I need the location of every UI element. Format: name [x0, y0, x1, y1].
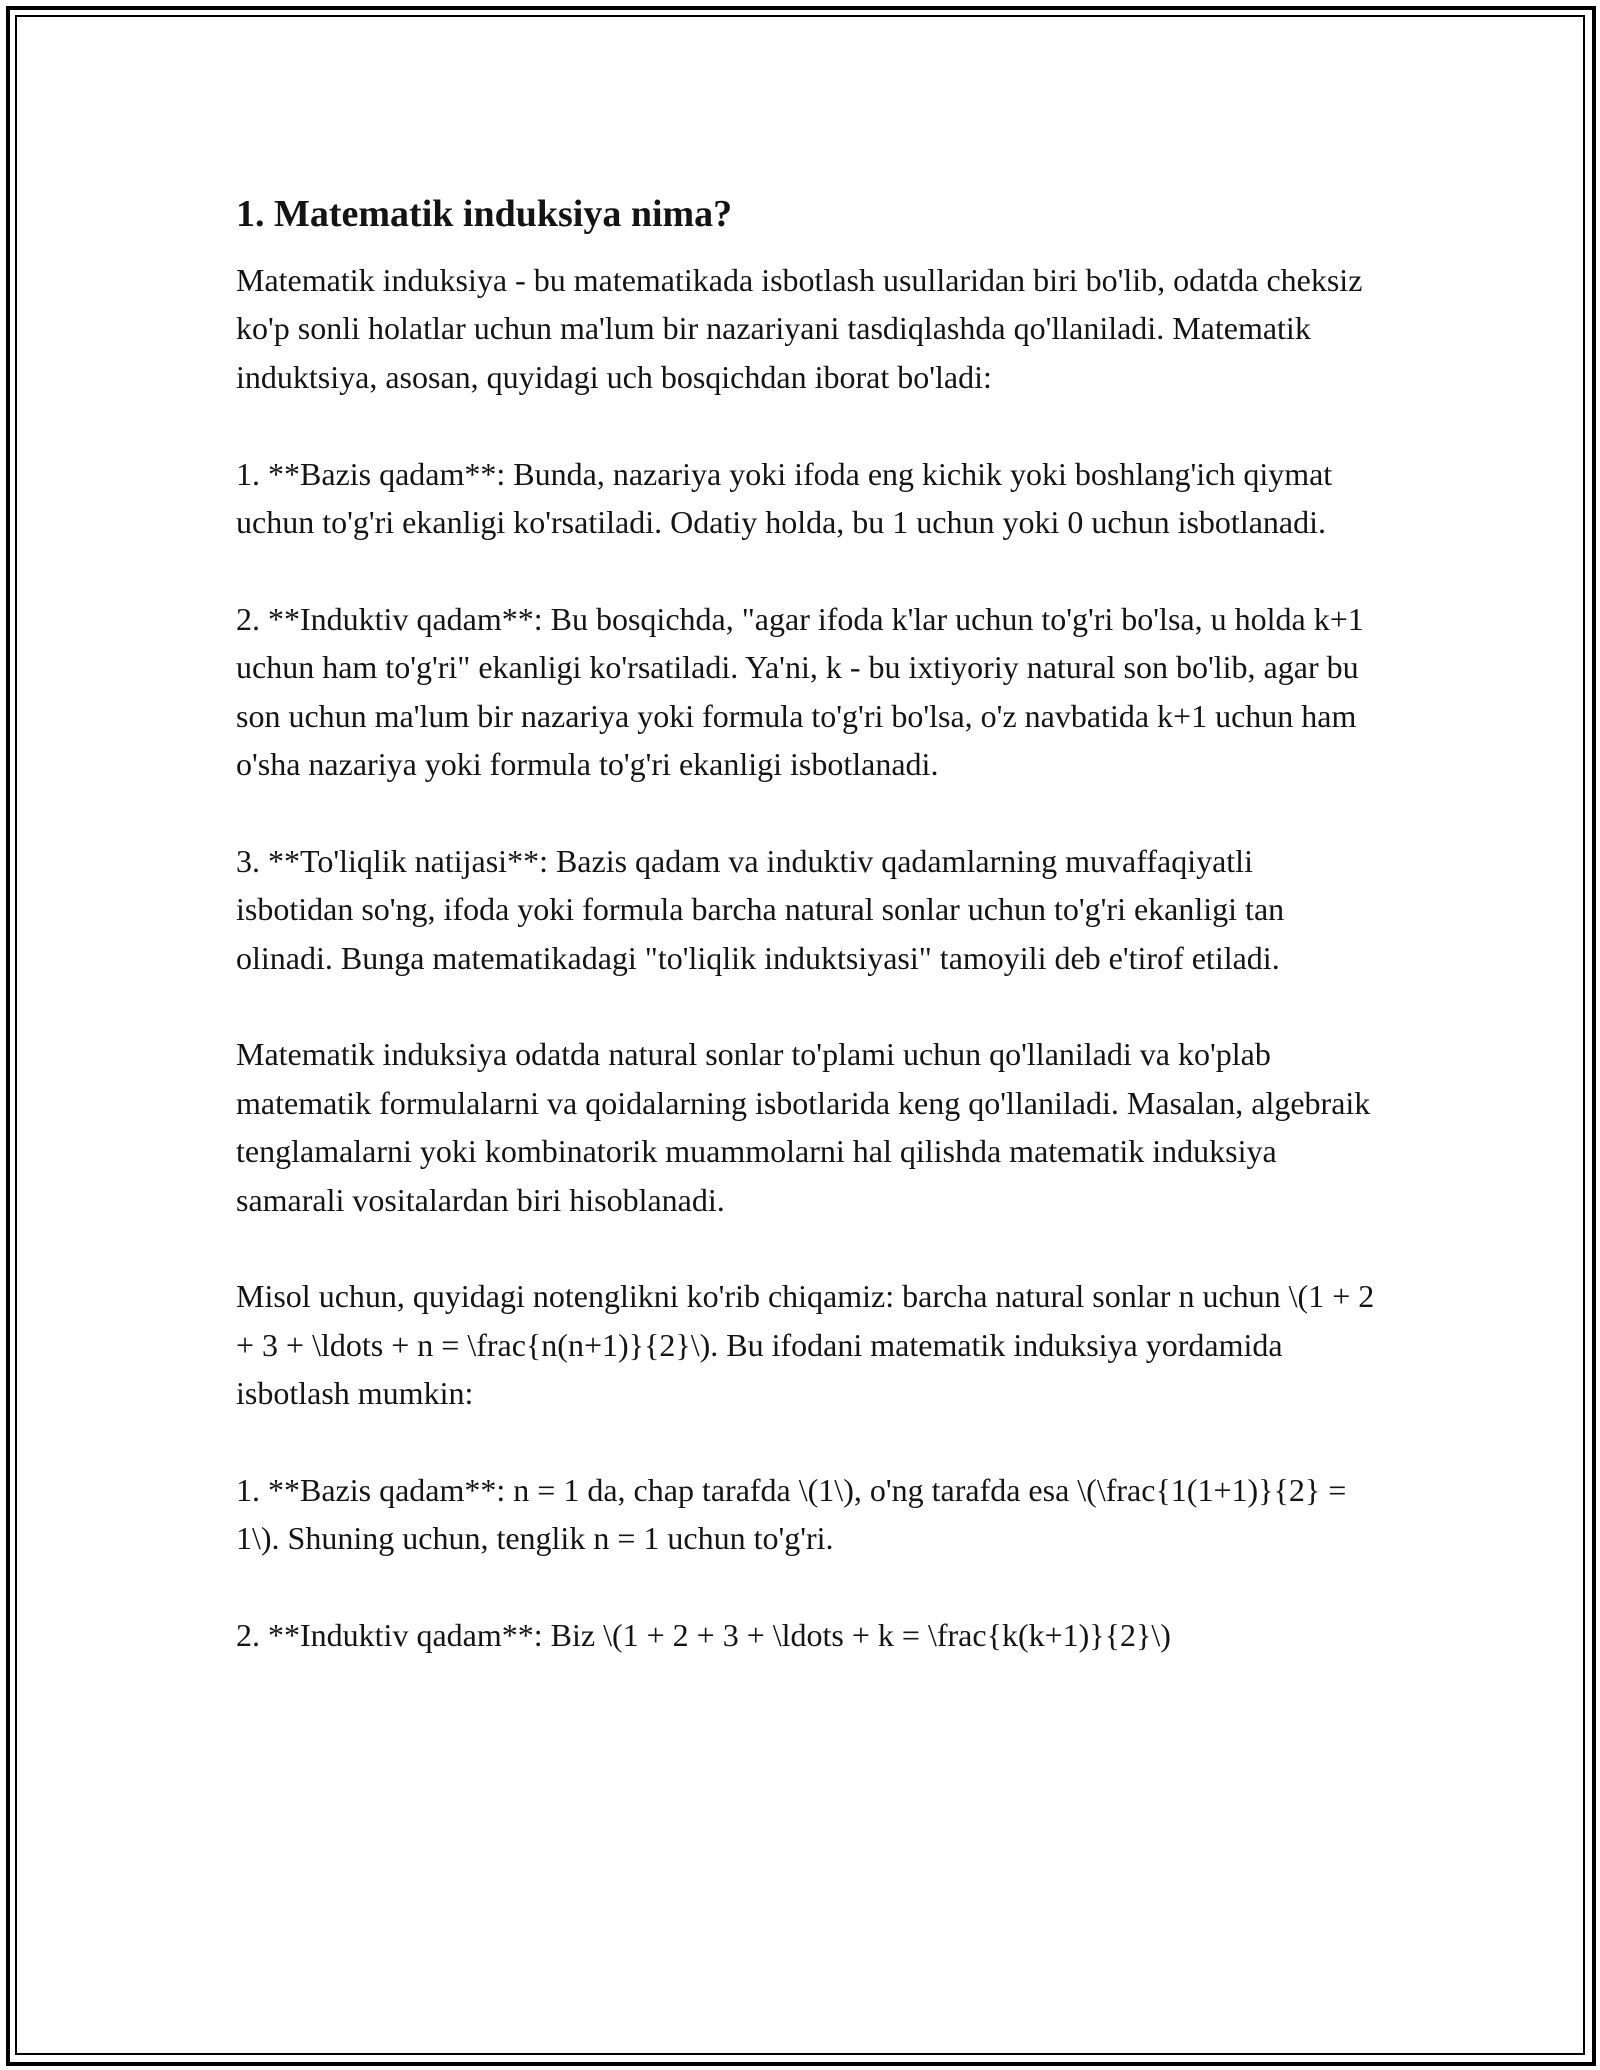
paragraph-step-basis: 1. **Bazis qadam**: Bunda, nazariya yoki ifoda eng kichik yoki boshlang'ich qiymat uchun to'g'ri ekanligi ko'rsatiladi. Odatiy holda, bu 1 uchun yoki 0 uchun isbotlanadi.	[236, 455, 1333, 541]
paragraph-example-inductive: 2. **Induktiv qadam**: Biz \(1 + 2 + 3 + \ldots + k = \frac{k(k+1)}{2}\)	[236, 1617, 1171, 1654]
paragraph-example: Misol uchun, quyidagi notenglikni ko'rib chiqamiz: barcha natural sonlar n uchun \(1 + 2 + 3 + \ldots + n = \frac{n(n+1)}{2}\). Bu ifodani matematik induksiya yordamida isbotlash mumkin:	[236, 1278, 1375, 1412]
paragraph-usage: Matematik induksiya odatda natural sonlar to'plami uchun qo'llaniladi va ko'plab matematik formulalarni va qoidalarning isbotlarida keng qo'llaniladi. Masalan, algebraik tenglamalarni yoki kombinatorik muammolarni hal qilishda matematik induksiya samarali vositalardan biri hisoblanadi.	[236, 1036, 1371, 1218]
document-body	[236, 178, 1376, 1708]
paragraph-step-inductive: 2. **Induktiv qadam**: Bu bosqichda, "agar ifoda k'lar uchun to'g'ri bo'lsa, u holda k+1 uchun ham to'g'ri" ekanligi ko'rsatiladi. Ya'ni, k - bu ixtiyoriy natural son bo'lib, agar bu son uchun ma'lum bir nazariya yoki formula to'g'ri bo'lsa, o'z navbatida k+1 uchun ham o'sha nazariya yoki formula to'g'ri ekanligi isbotlanadi.	[236, 600, 1364, 783]
paragraph-step-completeness: 3. **To'liqlik natijasi**: Bazis qadam va induktiv qadamlarning muvaffaqiyatli isbotidan so'ng, ifoda yoki formula barcha natural sonlar uchun to'g'ri ekanligi tan olinadi. Bunga matematikadagi "to'liqlik induktsiyasi" tamoyili deb e'tirof etiladi.	[236, 842, 1285, 976]
section-heading: 1. Matematik induksiya nima?	[236, 193, 733, 235]
paragraph-example-basis: 1. **Bazis qadam**: n = 1 da, chap tarafda \(1\), o'ng tarafda esa \(\frac{1(1+1)}{2} = 1\). Shuning uchun, tenglik n = 1 uchun to'g'ri.	[236, 1472, 1347, 1557]
paragraph-intro: Matematik induksiya - bu matematikada isbotlash usullaridan biri bo'lib, odatda cheksiz ko'p sonli holatlar uchun ma'lum bir nazariyani tasdiqlashda qo'llaniladi. Matematik induktsiya, asosan, quyidagi uch bosqichdan iborat bo'ladi:	[236, 262, 1363, 395]
